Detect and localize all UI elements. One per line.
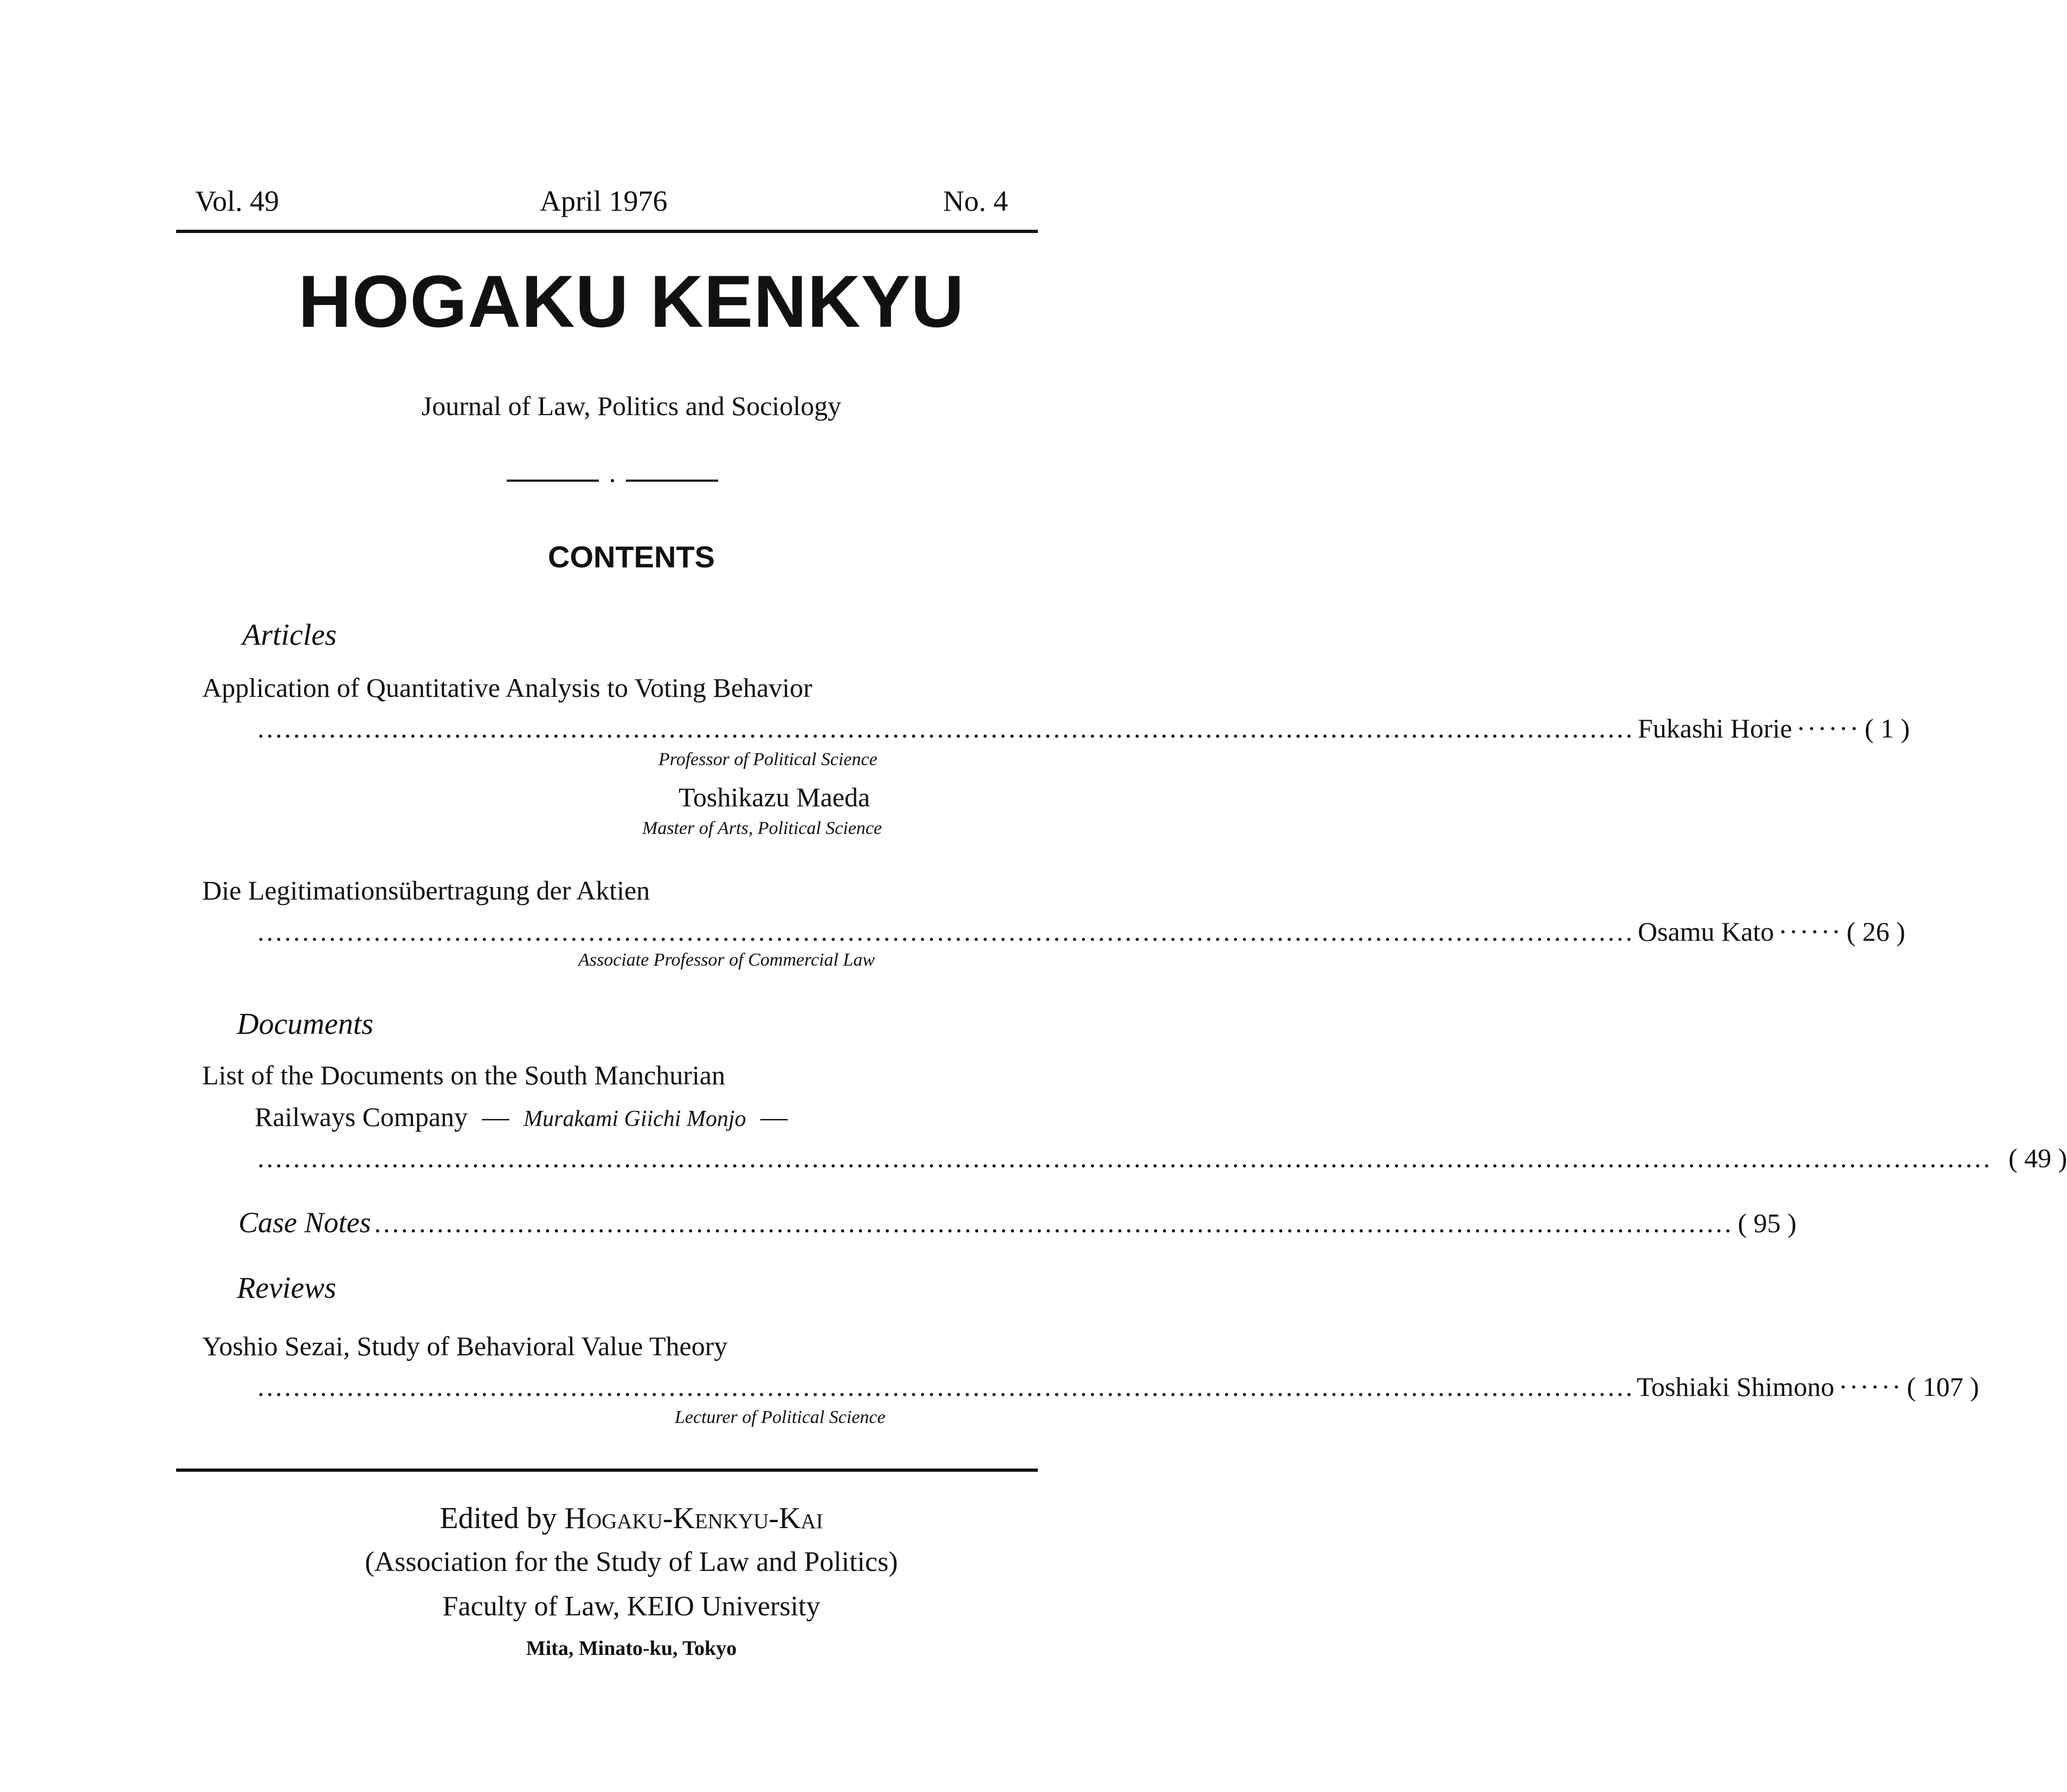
editor-line — [0, 1501, 1263, 1536]
leader-dots: ······ — [1838, 1372, 1903, 1402]
document-title-continued — [255, 1101, 787, 1133]
page-number: ( 107 ) — [1907, 1372, 1979, 1402]
document-subtitle: Murakami Giichi Monjo — [524, 1107, 746, 1131]
faculty-name: Faculty of Law, KEIO University — [442, 1591, 821, 1622]
page-number: ( 26 ) — [1846, 916, 1905, 947]
leader-dots: ······ — [1778, 916, 1843, 947]
document-title: List of the Documents on the South Manchurian — [202, 1060, 726, 1090]
section-case-notes: Case Notes — [238, 1206, 371, 1239]
toc-line — [238, 1206, 1797, 1239]
page-number: ( 49 ) — [2008, 1143, 2067, 1173]
author-name: Osamu Kato — [1638, 916, 1774, 947]
article-title: Application of Quantitative Analysis to Voting Behavior — [202, 672, 812, 703]
address: Mita, Minato-ku, Tokyo — [526, 1637, 737, 1660]
leader-dots: .......................................................................................................................................................... — [257, 1372, 1635, 1402]
leader-dots: ······ — [1796, 713, 1861, 743]
association-name: (Association for the Study of Law and Politics) — [365, 1547, 898, 1577]
section-articles: Articles — [242, 618, 337, 652]
journal-title: HOGAKU KENKYU — [298, 260, 965, 342]
leader-dots: .................................................................................................................................................................................................. — [257, 1143, 1992, 1173]
author-affiliation: Professor of Political Science — [658, 749, 877, 769]
leader-dots: ........................................................................................................................................................ — [374, 1208, 1734, 1238]
toc-line — [257, 713, 1910, 744]
dash: — — [760, 1102, 788, 1132]
document-title-line2: Railways Company — [255, 1102, 468, 1132]
author-affiliation: Master of Arts, Political Science — [642, 818, 882, 838]
divider-left — [507, 480, 599, 482]
issue-date: April 1976 — [540, 185, 668, 217]
section-reviews: Reviews — [237, 1271, 337, 1305]
review-title: Yoshio Sezai, Study of Behavioral Value Theory — [202, 1331, 728, 1361]
page-number: ( 95 ) — [1737, 1208, 1797, 1238]
author-name: Toshiaki Shimono — [1637, 1372, 1835, 1402]
divider-right — [626, 480, 718, 482]
contents-heading: CONTENTS — [548, 540, 715, 574]
divider-dot — [611, 479, 614, 482]
editor-name: Hogaku-Kenkyu-Kai — [564, 1502, 823, 1535]
toc-line — [257, 916, 1905, 947]
page-number: ( 1 ) — [1864, 713, 1910, 743]
author-name: Toshikazu Maeda — [679, 782, 870, 812]
leader-dots: .......................................................................................................................................................... — [257, 916, 1635, 947]
edited-by-label: Edited by — [440, 1502, 557, 1535]
author-name: Fukashi Horie — [1638, 713, 1792, 743]
leader-dots: .......................................................................................................................................................... — [257, 713, 1635, 743]
article-title: Die Legitimationsübertragung der Aktien — [202, 875, 650, 905]
header-rule — [176, 230, 1038, 233]
toc-line — [257, 1371, 1979, 1402]
author-affiliation: Lecturer of Political Science — [675, 1407, 886, 1427]
toc-line — [257, 1142, 2067, 1174]
author-affiliation: Associate Professor of Commercial Law — [578, 950, 875, 970]
footer-rule — [176, 1468, 1038, 1472]
dash: — — [482, 1102, 509, 1132]
volume-label: Vol. 49 — [195, 185, 280, 217]
issue-number: No. 4 — [943, 185, 1008, 217]
journal-subtitle: Journal of Law, Politics and Sociology — [421, 391, 842, 421]
section-documents: Documents — [237, 1007, 373, 1041]
